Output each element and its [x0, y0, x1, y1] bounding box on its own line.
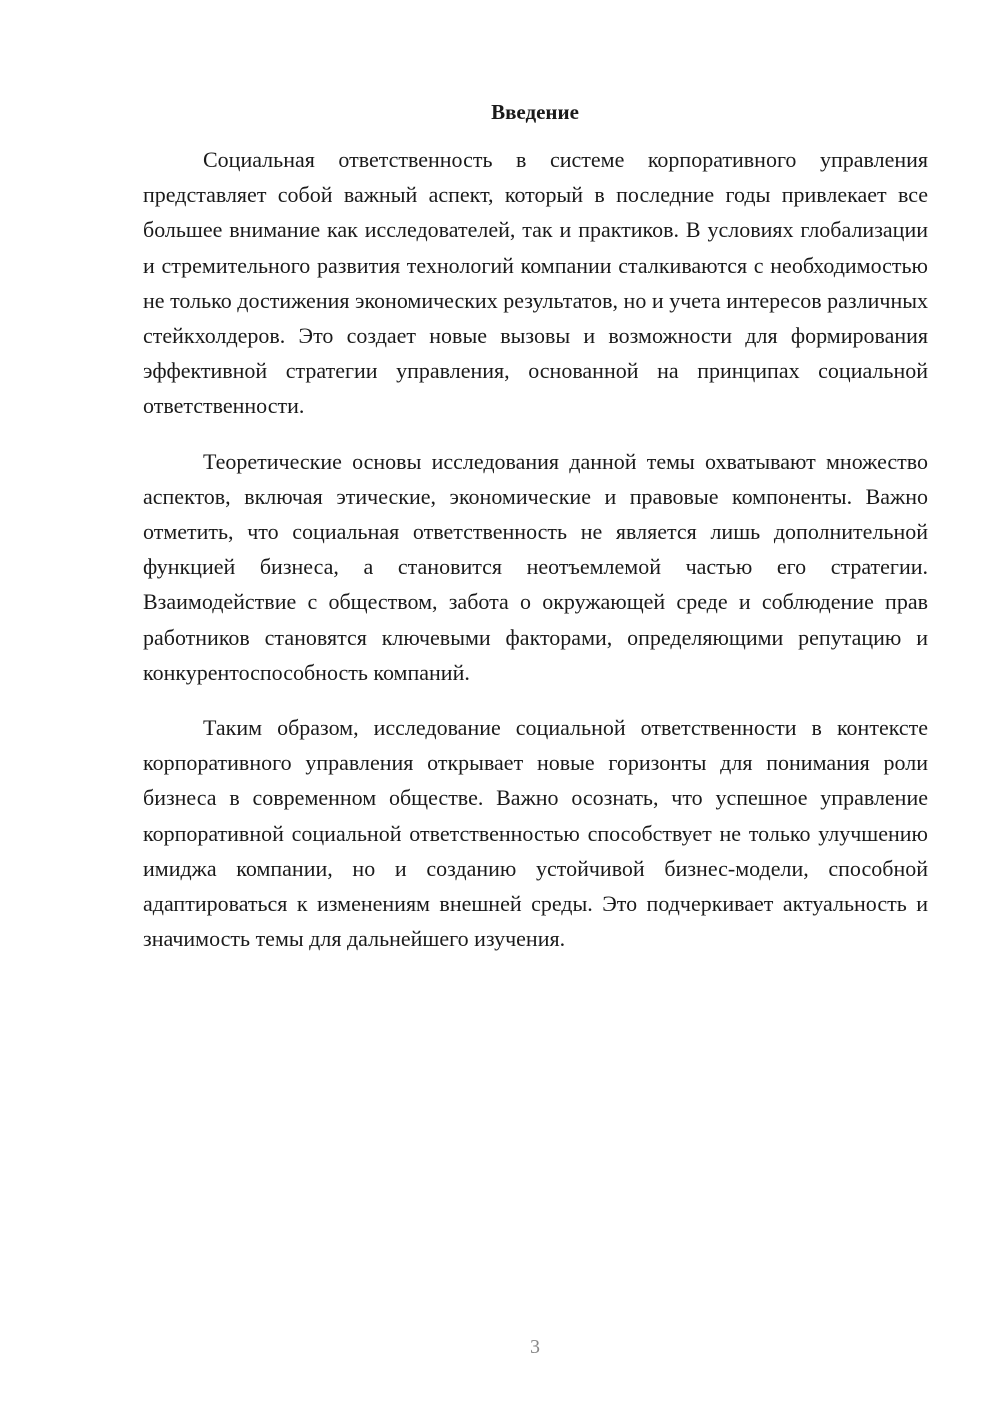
paragraph-1: Социальная ответственность в системе корпоративного управления представляет собой важный аспект, который в последние годы привлекает все большее внимание как исследователей, так и практиков. В условиях глобализации и стремительного развития технологий компании сталкиваются с необходимостью не только достижения экономических результатов, но и учета интересов различных стейкхолдеров. Это создает новые вызовы и возможности для формирования эффективной стратегии управления, основанной на принципах социальной ответственности. — [143, 147, 928, 419]
section-heading: Введение — [491, 100, 579, 124]
paragraph-2: Теоретические основы исследования данной темы охватывают множество аспектов, включая этические, экономические и правовые компоненты. Важно отметить, что социальная ответственность не является лишь дополнительной функцией бизнеса, а становится неотъемлемой частью его стратегии. Взаимодействие с обществом, забота о окружающей среде и соблюдение прав работников становятся ключевыми факторами, определяющими репутацию и конкурентоспособность компаний. — [143, 448, 928, 685]
body-text — [143, 142, 928, 956]
paragraph-3: Таким образом, исследование социальной ответственности в контексте корпоративного управления открывает новые горизонты для понимания роли бизнеса в современном обществе. Важно осознать, что успешное управление корпоративной социальной ответственностью способствует не только улучшению имиджа компании, но и созданию устойчивой бизнес-модели, способной адаптироваться к изменениям внешней среды. Это подчеркивает актуальность и значимость темы для дальнейшего изучения. — [143, 715, 928, 952]
page-number: 3 — [530, 1336, 540, 1358]
